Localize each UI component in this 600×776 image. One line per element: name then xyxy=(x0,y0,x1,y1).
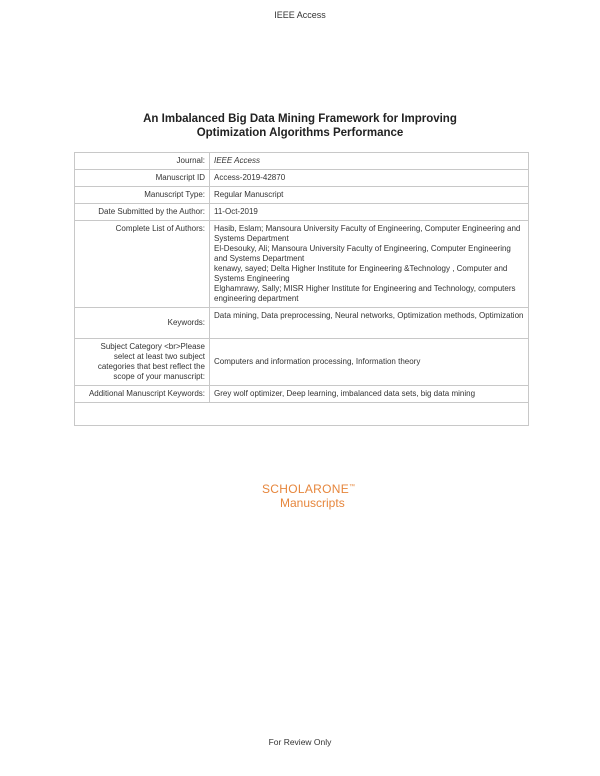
journal-label: Journal: xyxy=(75,153,210,170)
manuscript-id-label: Manuscript ID xyxy=(75,170,210,187)
author-entry: Hasib, Eslam; Mansoura University Faculty of Engineering, Computer Engineering and Systems Department xyxy=(214,224,521,243)
authors-label: Complete List of Authors: xyxy=(75,221,210,308)
title-line-1: An Imbalanced Big Data Mining Framework for Improving xyxy=(143,113,457,125)
manuscript-type-label: Manuscript Type: xyxy=(75,187,210,204)
row-manuscript-type xyxy=(75,187,529,204)
authors-value xyxy=(210,221,529,308)
empty-cell xyxy=(75,403,529,426)
manuscript-metadata-table xyxy=(74,152,529,426)
paper-title xyxy=(60,112,540,140)
row-manuscript-id xyxy=(75,170,529,187)
date-submitted-label: Date Submitted by the Author: xyxy=(75,204,210,221)
row-keywords xyxy=(75,308,529,339)
author-entry: Elghamrawy, Sally; MISR Higher Institute for Engineering and Technology, computers engineering department xyxy=(214,284,516,303)
running-header: IEEE Access xyxy=(274,10,326,20)
row-authors xyxy=(75,221,529,308)
subject-category-value: Computers and information processing, Information theory xyxy=(210,339,529,386)
row-empty xyxy=(75,403,529,426)
manuscript-id-value: Access-2019-42870 xyxy=(210,170,529,187)
additional-keywords-label: Additional Manuscript Keywords: xyxy=(75,386,210,403)
title-line-2: Optimization Algorithms Performance xyxy=(196,127,404,139)
trademark-symbol: ™ xyxy=(349,484,356,490)
keywords-value: Data mining, Data preprocessing, Neural networks, Optimization methods, Optimization xyxy=(210,308,529,339)
subject-category-label: Subject Category <br>Please select at least two subject categories that best reflect the scope of your manuscript: xyxy=(75,339,210,386)
additional-keywords-value: Grey wolf optimizer, Deep learning, imbalanced data sets, big data mining xyxy=(210,386,529,403)
scholarone-logo xyxy=(262,480,382,510)
row-additional-keywords xyxy=(75,386,529,403)
author-entry: El-Desouky, Ali; Mansoura University Faculty of Engineering, Computer Engineering and Systems Department xyxy=(214,244,511,263)
row-journal xyxy=(75,153,529,170)
keywords-label: Keywords: xyxy=(75,308,210,339)
manuscript-type-value: Regular Manuscript xyxy=(210,187,529,204)
journal-value: IEEE Access xyxy=(210,153,529,170)
review-footer: For Review Only xyxy=(268,737,332,747)
row-date-submitted xyxy=(75,204,529,221)
logo-subtitle: Manuscripts xyxy=(280,496,345,510)
row-subject-category xyxy=(75,339,529,386)
author-entry: kenawy, sayed; Delta Higher Institute for Engineering &Technology , Computer and Systems Engineering xyxy=(214,264,508,283)
logo-wordmark: SCHOLARONE xyxy=(262,482,350,496)
date-submitted-value: 11-Oct-2019 xyxy=(210,204,529,221)
